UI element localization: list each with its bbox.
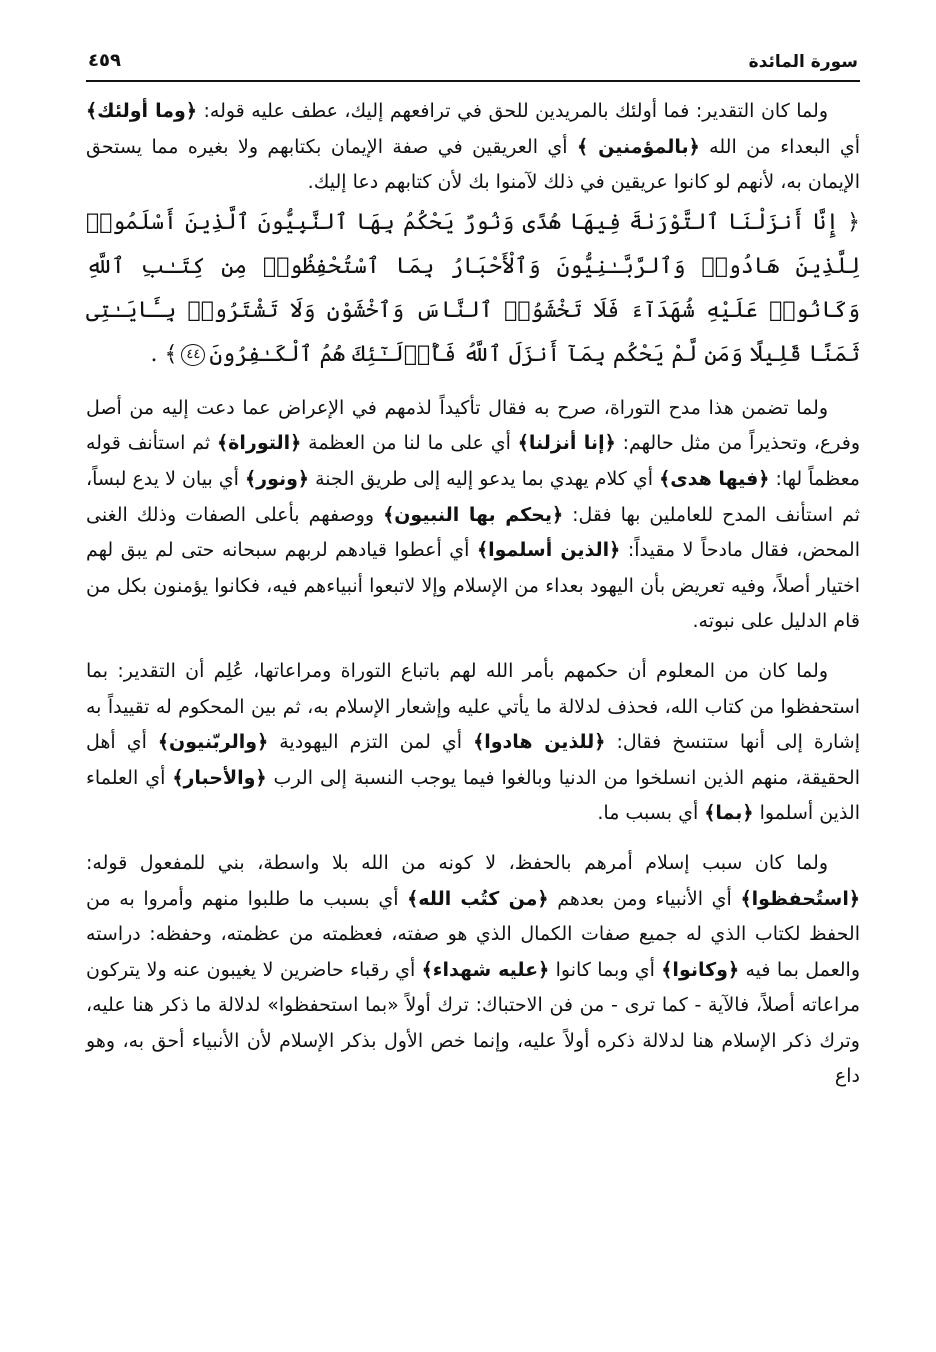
- quran-quote: ﴿للذين هادوا﴾: [473, 731, 606, 754]
- quran-quote: ﴿وما أولئك﴾: [86, 100, 197, 122]
- paragraph-1: [86, 94, 860, 201]
- text: أي أهل الحقيقة، منهم الذين انسلخوا من الدنيا وبالغوا فيما يوجب النسبة إلى الرب: [86, 731, 860, 789]
- text: أي الأنبياء ومن بعدهم: [548, 887, 741, 910]
- verse-text: ﴿ إِنَّا أَنزَلْنَا ٱلتَّوْرَىٰةَ فِيهَا هُدًى وَنُورٌ يَحْكُمُ بِهَا ٱلنَّبِيُّونَ ٱلَّذِينَ أَسْلَمُوا۟ لِلَّذِينَ هَادُوا۟ وَٱلرَّبَّـٰنِيُّونَ وَٱلْأَحْبَارُ بِمَا ٱسْتُحْفِظُوا۟ مِن كِتَـٰبِ ٱللَّهِ وَكَانُوا۟ عَلَيْهِ شُهَدَآءَ فَلَا تَخْشَوُا۟ ٱلنَّاسَ وَٱخْشَوْنِ وَلَا تَشْتَرُوا۟ بِـَٔايَـٰتِى ثَمَنًا قَلِيلًا وَمَن لَّمْ يَحْكُم بِمَآ أَنزَلَ ٱللَّهُ فَأُو۟لَـٰٓئِكَ هُمُ ٱلْكَـٰفِرُونَ: [86, 209, 860, 367]
- text: ووصفهم بأعلى الصفات وذلك الغنى المحض، فقال مادحاً لا مقيداً:: [86, 503, 860, 562]
- page-body: [86, 94, 860, 1095]
- quran-quote: ﴿من كتُب الله﴾: [407, 887, 549, 910]
- page-number: ٤٥٩: [88, 50, 121, 71]
- text: أي البعداء من الله: [699, 135, 860, 158]
- quran-quote: ﴿إنا أنزلنا﴾: [517, 432, 616, 455]
- surah-title: سورة المائدة: [748, 52, 858, 72]
- page-header: [86, 44, 860, 82]
- text: أي بسبب ما.: [597, 802, 705, 825]
- quran-quote: ﴿يحكم بها النبيون﴾: [383, 503, 564, 526]
- text: ولما كان التقدير: فما أولئك بالمريدين للحق في ترافعهم إليك، عطف عليه قوله:: [196, 100, 828, 122]
- text: ولما كان من المعلوم أن حكمهم بأمر الله لهم باتباع التوراة ومراعاتها، عُلِم أن التقدير: بما استحفظوا من كتاب الله، فحذف لدلالة ما يأتي عليه وإشعار الإسلام به، ثم بين المحكوم له تقييداً به إشارة إلى أنها ستنسخ فقال:: [86, 659, 861, 754]
- text: ولما كان سبب إسلام أمرهم بالحفظ، لا كونه من الله بلا واسطة، بني للمفعول قوله:: [86, 851, 828, 874]
- quran-quote: ﴿بما﴾: [704, 802, 754, 825]
- paragraph-3: [86, 654, 860, 832]
- quran-quote: ﴿والأحبار﴾: [172, 766, 267, 789]
- text: أي العريقين في صفة الإيمان بكتابهم ولا بغيره مما يستحق الإيمان به، لأنهم لو كانوا عريقين في ذلك لآمنوا بك لأن كتابهم دعا إليك.: [86, 135, 860, 194]
- text: أي كلام يهدي بما يدعو إليه إلى طريق الجنة: [309, 467, 660, 490]
- text: أي رقباء حاضرين لا يغيبون عنه ولا يتركون مراعاته أصلاً، فالآية - كما ترى - من فن الاحتباك: ترك أولاً «بما استحفظوا» لدلالة ما ذكر هنا عليه، وترك ذكر الإسلام هنا لدلالة ذكره أولاً عليه، وإنما خص الأول بذكر الإسلام لأن الأنبياء أحق به، وهو داع: [86, 958, 860, 1088]
- quran-quote: ﴿ونور﴾: [245, 467, 310, 490]
- quran-verse: [86, 201, 860, 377]
- quran-quote: ﴿بالمؤمنين ﴾: [577, 135, 700, 158]
- text: أي بسبب ما طلبوا منهم وأمروا به من الحفظ لكتاب الذي له جميع صفات الكمال الذي هو صفته، فعظمته من عظمته، وحفظه: دراسته والعمل بما فيه: [86, 887, 861, 981]
- text: ولما تضمن هذا مدح التوراة، صرح به فقال تأكيداً لذمهم في الإعراض عما دعت إليه من أصل وفرع، وتحذيراً من مثل حالهم:: [86, 396, 860, 455]
- paragraph-4: [86, 846, 860, 1095]
- quran-quote: ﴿والربّنيون﴾: [157, 731, 269, 754]
- text: أي بيان لا يدع لبساً، ثم استأنف المدح للعاملين بها فقل:: [86, 467, 860, 526]
- text: أي على ما لنا من العظمة: [301, 432, 518, 455]
- verse-end: ﴾ .: [150, 341, 178, 367]
- text: أي وبما كانوا: [549, 958, 662, 981]
- paragraph-2: [86, 391, 860, 640]
- quran-quote: ﴿استُحفظوا﴾: [740, 887, 860, 910]
- text: ثم استأنف قوله معظماً لها:: [86, 432, 860, 490]
- text: أي أعطوا قيادهم لربهم سبحانه حتى لم يبق لهم اختيار أصلاً، وفيه تعريض بأن اليهود بعداء من الإسلام وإلا لاتبعوا أنبياءهم فيه، فكانوا يؤمنون بكل من قام الدليل على نبوته.: [86, 539, 860, 633]
- quran-quote: ﴿عليه شهداء﴾: [421, 958, 550, 981]
- text: أي العلماء الذين أسلموا: [86, 766, 860, 825]
- quran-quote: ﴿الذين أسلموا﴾: [476, 539, 621, 562]
- quran-quote: ﴿فيها هدى﴾: [659, 467, 770, 490]
- quran-quote: ﴿التوراة﴾: [217, 432, 302, 455]
- text: أي لمن التزم اليهودية: [268, 731, 474, 754]
- quran-quote: ﴿وكانوا﴾: [661, 958, 740, 981]
- verse-number: ٤٤: [181, 344, 205, 366]
